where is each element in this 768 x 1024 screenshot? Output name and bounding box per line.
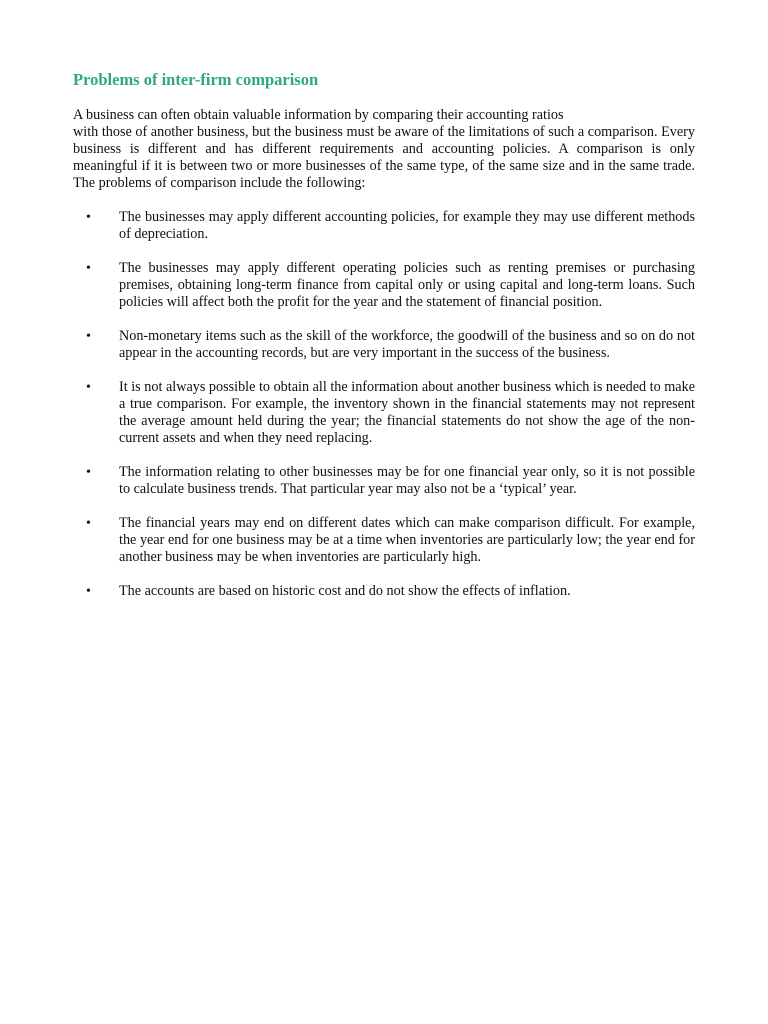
page-title: Problems of inter-firm comparison [73,70,319,89]
list-item [73,209,695,243]
intro-rest: with those of another business, but the business must be aware of the limitations of such a comparison. Every business is different and has different requirements and accounting policies. A comparison is only meaningful if it is between two or more businesses of the same type, of the same size and in the same trade. The problems of comparison include the following: [73,124,695,191]
bullet-icon: • [86,210,91,225]
list-item [73,328,695,362]
list-item [73,515,695,566]
list-item [73,260,695,311]
list-item [73,583,695,600]
list-item-text: The accounts are based on historic cost and do not show the effects of inflation. [119,583,571,599]
list-item [73,464,695,498]
document-page [73,69,695,617]
list-item [73,379,695,447]
list-item-text: It is not always possible to obtain all the information about another business which is needed to make a true comparison. For example, the inventory shown in the financial statements may not represent the average amount held during the year; the financial statements do not show the age of the non-current assets and when they need replacing. [119,379,695,446]
bullet-icon: • [86,380,91,395]
list-item-text: The information relating to other businesses may be for one financial year only, so it is not possible to calculate business trends. That particular year may also not be a ‘typical’ year. [119,464,695,497]
intro-first-line: A business can often obtain valuable information by comparing their accounting ratios [73,107,564,123]
bullet-icon: • [86,329,91,344]
list-item-text: The financial years may end on different dates which can make comparison difficult. For example, the year end for one business may be at a time when inventories are particularly low; the year end for another business may be when inventories are particularly high. [119,515,695,565]
intro-paragraph [73,107,695,192]
problems-list [73,209,695,600]
bullet-icon: • [86,516,91,531]
bullet-icon: • [86,584,91,599]
bullet-icon: • [86,261,91,276]
list-item-text: Non-monetary items such as the skill of the workforce, the goodwill of the business and so on do not appear in the accounting records, but are very important in the success of the business. [119,328,695,361]
list-item-text: The businesses may apply different accounting policies, for example they may use different methods of depreciation. [119,209,695,242]
bullet-icon: • [86,465,91,480]
list-item-text: The businesses may apply different operating policies such as renting premises or purchasing premises, obtaining long-term finance from capital only or using capital and long-term loans. Such policies will affect both the profit for the year and the statement of financial position. [119,260,695,310]
